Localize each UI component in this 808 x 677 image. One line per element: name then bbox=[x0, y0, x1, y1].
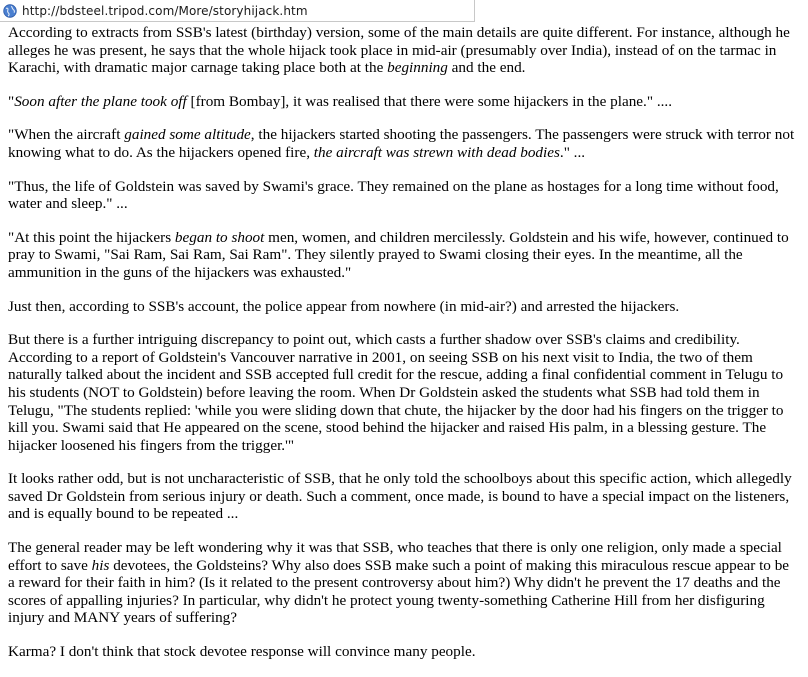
paragraph-6: Just then, according to SSB's account, the police appear from nowhere (in mid-air?) and arrested the hijackers. bbox=[8, 297, 680, 315]
paragraph-4: "Thus, the life of Goldstein was saved by Swami's grace. They remained on the plane as hostages for a long time without food, water and sleep." ... bbox=[8, 177, 779, 213]
paragraph-1: According to extracts from SSB's latest (birthday) version, some of the main details are quite different. For instance, although he alleges he was present, he says that the whole hijack took place in mid-air (presumably over India), instead of on the tarmac in Karachi, with dramatic major carnage taking place both at the beginning and the end. bbox=[8, 24, 790, 77]
paragraph-7: But there is a further intriguing discrepancy to point out, which casts a further shadow over SSB's claims and credibility. According to a report of Goldstein's Vancouver narrative in 2001, on seeing SSB on his next visit to India, the two of them naturally talked about the incident and SSB accepted full credit for the rescue, adding a final confidential comment in Telugu to his students (NOT to Goldstein) before leaving the room. When Dr Goldstein asked the students what SSB had told them in Telugu, "The students replied: 'while you were sliding down that chute, the hijacker by the door had his fingers on the trigger to kill you. Swami said that He appeared on the scene, stood behind the hijacker and raised His palm, in a blessing gesture. The hijacker loosened his fingers from the trigger.'" bbox=[8, 331, 784, 454]
paragraph-3: "When the aircraft gained some altitude, the hijackers started shooting the passengers. The passengers were struck with terror not knowing what to do. As the hijackers opened fire, the aircraft was strewn with dead bodies." ... bbox=[8, 126, 795, 161]
globe-icon bbox=[3, 4, 17, 18]
paragraph-5: "At this point the hijackers began to shoot men, women, and children mercilessly. Goldstein and his wife, however, continued to pray to Swami, "Sai Ram, Sai Ram, Sai Ram". They silently prayed to Swami closing their eyes. In the meantime, all the ammunition in the guns of the hijackers was exhausted." bbox=[8, 228, 789, 281]
article-body bbox=[8, 24, 798, 677]
url-text[interactable]: http://bdsteel.tripod.com/More/storyhijack.htm bbox=[22, 3, 308, 18]
paragraph-2: "Soon after the plane took off [from Bombay], it was realised that there were some hijackers in the plane." .... bbox=[8, 92, 673, 110]
paragraph-10: Karma? I don't think that stock devotee response will convince many people. bbox=[8, 643, 476, 661]
paragraph-8: It looks rather odd, but is not uncharacteristic of SSB, that he only told the schoolboys about this specific action, which allegedly saved Dr Goldstein from serious injury or death. Such a comment, once made, is bound to have a special impact on the listeners, and is equally bound to be repeated ... bbox=[8, 470, 792, 523]
address-bar[interactable] bbox=[0, 0, 475, 22]
paragraph-9: The general reader may be left wondering why it was that SSB, who teaches that there is only one religion, only made a special effort to save his devotees, the Goldsteins? Why also does SSB make such a point of making this miraculous rescue appear to be a reward for their faith in him? (Is it related to the present controversy about him?) Why didn't he prevent the 17 deaths and the scores of appalling injuries? In particular, why didn't he protect young twenty-something Catherine Hill from her disfiguring injury and MANY years of suffering? bbox=[8, 539, 790, 627]
